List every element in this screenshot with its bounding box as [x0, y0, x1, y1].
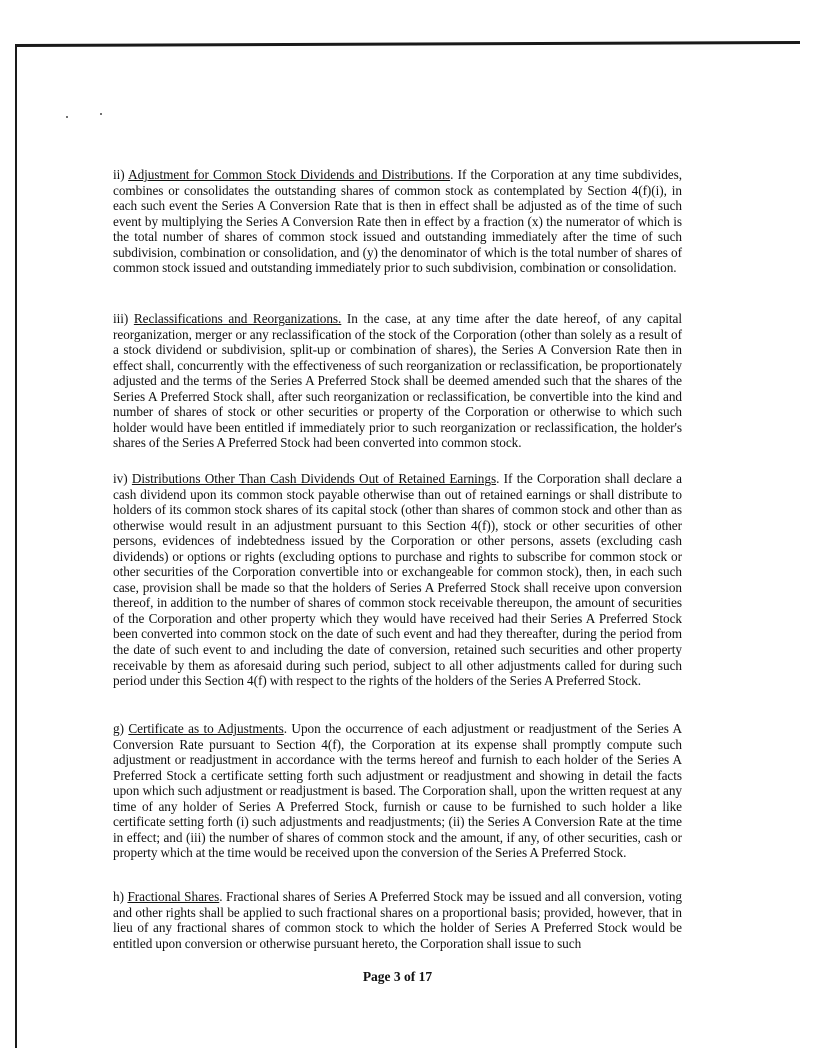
- paragraph-heading: Fractional Shares: [127, 889, 220, 904]
- paragraph-iv: [113, 471, 682, 689]
- paragraph-heading: Certificate as to Adjustments: [128, 721, 284, 736]
- paragraph-body: If the Corporation shall declare a cash dividend upon its common stock payable otherwise than out of retained earnings or shall distribute to holders of its common stock shares of its capital stock (other than shares of common stock and other than as otherwise would result in an adjustment pursuant to this Section 4(f)), stock or other securities of other persons, evidences of indebtedness issued by the Corporation or other persons, assets (excluding cash dividends) or options or rights (excluding options to purchase and rights to subscribe for common stock or other securities of the Corporation convertible into or exchangeable for common stock), then, in each such case, provision shall be made so that the holders of Series A Preferred Stock shall receive upon conversion thereof, in addition to the number of shares of common stock receivable thereupon, the amount of securities of the Corporation and other property which they would have received had their Series A Preferred Stock been converted into common stock on the date of such event and had they thereafter, during the period from the date of such event to and including the date of conversion, retained such securities and other property receivable by them as aforesaid during such period, subject to all other adjustments called for during such period under this Section 4(f) with respect to the rights of the holders of the Series A Preferred Stock.: [113, 471, 682, 689]
- paragraph-heading: Distributions Other Than Cash Dividends Out of Retained Earnings: [131, 471, 497, 486]
- paragraph-heading: Reclassifications and Reorganizations.: [133, 311, 342, 326]
- paragraph-iii: [113, 311, 682, 451]
- paragraph-label: ii): [113, 167, 129, 182]
- paragraph-label: iii): [113, 311, 134, 326]
- heading-punctuation: .: [496, 471, 500, 486]
- paragraph-label: g): [113, 721, 129, 736]
- paragraph-body: If the Corporation at any time subdivides, combines or consolidates the outstanding shares of common stock as contemplated by Section 4(f)(i), in each such event the Series A Conversion Rate that is then in effect shall be adjusted as of the time of such event by multiplying the Series A Conversion Rate then in effect by a fraction (x) the numerator of which is the total number of shares of common stock issued and outstanding immediately after the time of such subdivision, combination or consolidation, and (y) the denominator of which is the total number of shares of common stock issued and outstanding immediately prior to such subdivision, combination or consolidation.: [113, 167, 683, 276]
- heading-punctuation: .: [219, 889, 223, 904]
- paragraph-body: Fractional shares of Series A Preferred Stock may be issued and all conversion, voting and other rights shall be applied to such fractional shares on a proportional basis; provided, however, that in lieu of any fractional shares of common stock to which the holder of Series A Preferred Stock would be entitled upon conversion or otherwise pursuant hereto, the Corporation shall issue to such: [113, 889, 682, 951]
- page-number: Page 3 of 17: [362, 969, 433, 984]
- page-footer: [0, 969, 815, 985]
- paragraph-label: h): [113, 889, 128, 904]
- heading-punctuation: .: [450, 167, 454, 182]
- paragraph-ii: [113, 167, 682, 276]
- paragraph-heading: Adjustment for Common Stock Dividends and Distributions: [128, 167, 451, 182]
- paragraph-body: Upon the occurrence of each adjustment or readjustment of the Series A Conversion Rate pursuant to Section 4(f), the Corporation at its expense shall promptly compute such adjustment or readjustment in accordance with the terms hereof and furnish to each holder of the Series A Preferred Stock a certificate setting forth such adjustment or readjustment and showing in detail the facts upon which such adjustment or readjustment is based. The Corporation shall, upon the written request at any time of any holder of Series A Preferred Stock, furnish or cause to be furnished to such holder a like certificate setting forth (i) such adjustments and readjustments; (ii) the Series A Conversion Rate at the time in effect; and (iii) the number of shares of common stock and the amount, if any, of other securities, cash or property which at the time would be received upon the conversion of the Series A Preferred Stock.: [113, 721, 683, 861]
- paragraph-body: In the case, at any time after the date hereof, of any capital reorganization, merger or any reclassification of the stock of the Corporation (other than solely as a result of a stock dividend or subdivision, split-up or combination of shares), the Series A Conversion Rate then in effect shall, concurrently with the effectiveness of such reorganization or reclassification, be proportionately adjusted and the terms of the Series A Preferred Stock shall be deemed amended such that the shares of the Series A Preferred Stock shall, after such reorganization or reclassification, be convertible into the kind and number of shares of stock or other securities or property of the Corporation or otherwise to which such holder would have been entitled if immediately prior to such reorganization or reclassification, the holder's shares of the Series A Preferred Stock had been converted into common stock.: [113, 311, 682, 451]
- page-frame-top-border: [15, 41, 800, 47]
- paragraph-g: [113, 721, 682, 861]
- page-frame-left-border: [15, 45, 17, 1048]
- scan-speck: [100, 113, 102, 115]
- heading-punctuation: .: [283, 721, 288, 736]
- paragraph-h: [113, 889, 682, 951]
- scan-speck: [66, 116, 68, 118]
- paragraph-label: iv): [113, 471, 132, 486]
